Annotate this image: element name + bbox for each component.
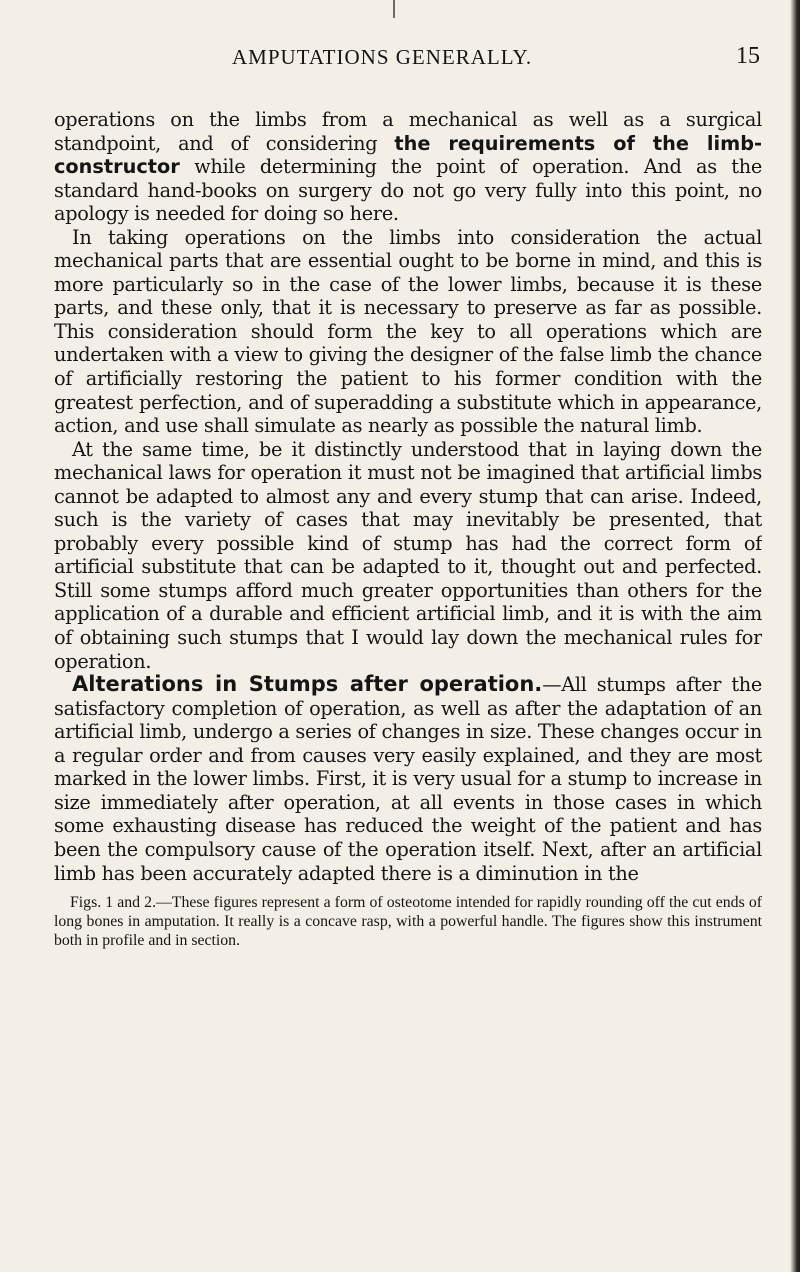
page-edge <box>790 0 800 1272</box>
page-mark <box>393 0 395 18</box>
paragraph-1-text-b: while determining the point of operation. And as the standard hand-books on surgery do not go very fully into this point, no apology is needed for doing so here. <box>54 155 762 226</box>
paragraph-3: At the same time, be it distinctly understood that in laying down the mechanical laws for operation it must not be imagined that artificial limbs cannot be adapted to almost any and every stump that can arise. Indeed, such is the variety of cases that may inevitably be presented, that probably every possible kind of stump has had the correct form of artificial substitute that can be adapted to it, thought out and perfected. Still some stumps afford much greater opportunities than others for the application of a durable and efficient artificial limb, and it is with the aim of obtaining such stumps that I would lay down the mechanical rules for operation. <box>54 437 762 673</box>
paragraph-4-text: —All stumps after the satisfactory completion of operation, as well as after the adaptation of an artificial limb, undergo a series of changes in size. These changes occur in a regular order and from causes very easily explained, and they are most marked in the lower limbs. First, it is very usual for a stump to increase in size immediately after operation, at all events in those cases in which some exhausting disease has reduced the weight of the patient and has been the compulsory cause of the operation itself. Next, after an artificial limb has been accurately adapted there is a diminution in the <box>54 673 762 885</box>
paragraph-1-text-a: operations on the limbs from a mechanical as well as a surgical standpoint, and of considering <box>54 108 762 155</box>
figure-footnote: Figs. 1 and 2.—These figures represent a form of osteotome intended for rapidly rounding off the cut ends of long bones in amputation. It really is a concave rasp, with a powerful handle. The figures show this instrument both in profile and in section. <box>54 894 762 950</box>
section-heading-alterations: Alterations in Stumps after operation. <box>72 672 543 697</box>
body-text <box>54 108 762 885</box>
page-body <box>54 108 762 1228</box>
page-number: 15 <box>736 43 760 69</box>
running-header <box>0 45 760 77</box>
paragraph-4 <box>54 673 762 885</box>
paragraph-2: In taking operations on the limbs into consideration the actual mechanical parts that are essential ought to be borne in mind, and this is more particularly so in the case of the lower limbs, because it is these parts, and these only, that it is necessary to preserve as far as possible. This consideration should form the key to all operations which are undertaken with a view to giving the designer of the false limb the chance of artificially restoring the patient to his former condition with the greatest perfection, and of superadding a substitute which in appearance, action, and use shall simulate as nearly as possible the natural limb. <box>54 225 762 438</box>
emphasis-requirements: the requirements of the limb-constructor <box>54 131 762 179</box>
running-title: AMPUTATIONS GENERALLY. <box>232 45 533 69</box>
paragraph-1 <box>54 108 762 226</box>
